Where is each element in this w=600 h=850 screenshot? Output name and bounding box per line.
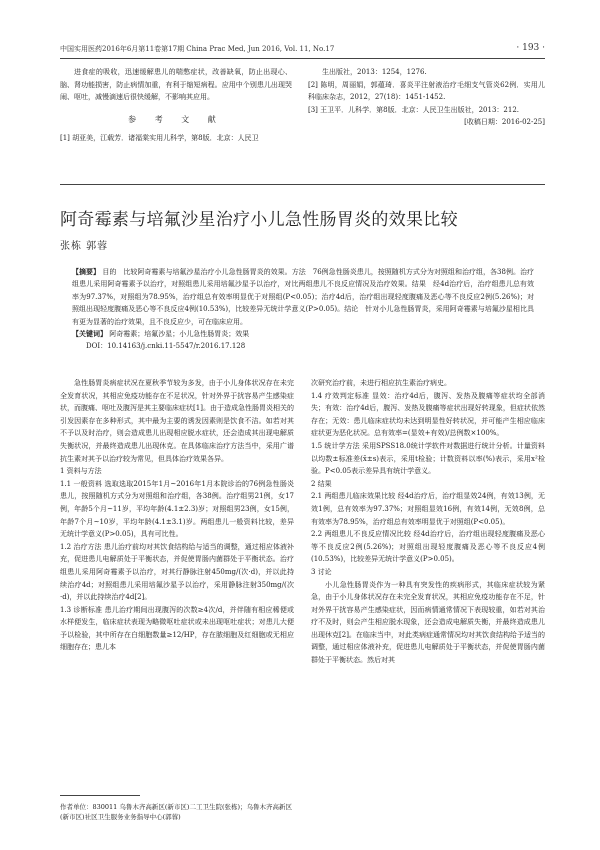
- body-paragraph: 1.2 治疗方法 患儿治疗前均对其饮食结构给与适当的调整，通过相应体液补充，促进患儿电解质处于平衡状态，并促使胃肠内菌群处于平衡状态。治疗组患儿采用阿奇霉素予以治疗，对其行静脉注射450mg/(次·d)，并以此持续治疗4d；对照组患儿采用培氟沙星予以治疗，采用静脉注射350mg/(次·d)，并以此持续治疗4d[2]。: [60, 542, 294, 602]
- body-paragraph: 1.1 一般资料 选取选取2015年1月~2016年1月本院诊治的76例急性肠炎患儿，按照随机方式分为对照组和治疗组，各38例。治疗组男21例，女17例，年龄5个月~11岁，平均年龄(4.1±2.3)岁；对照组男23例，女15例，年龄7个月~10岁，平均年龄(4.1±3.1)岁。两组患儿一般资料比较，差异无统计学意义(P>0.05)，具有可比性。: [60, 479, 294, 539]
- prev-article-left-column: [60, 66, 292, 145]
- body-paragraph: 2.1 两组患儿临床效果比较 经4d治疗后，治疗组显效24例，有效13例，无效1例，总有效率为97.37%；对照组显效16例，有效14例，无效8例，总有效率为78.95%，治疗组总有效率明显优于对照组(P<0.05)。: [311, 492, 545, 526]
- prev-article-right-column: [308, 66, 545, 129]
- body-paragraph: 次研究治疗前，未进行相应抗生素治疗病史。: [311, 379, 451, 387]
- prev-article-paragraph: 进食症的吸收，迅速缓解患儿的喘憋症状，改善缺氧，防止出现心、脑、肾功能损害，防止病情加重，有利于缩短病程。应用中个别患儿出现哭闹、呕吐，减慢滴速后很快缓解，不影响其应用。: [60, 68, 292, 102]
- running-header: [60, 44, 545, 54]
- article-separator-rule: [60, 184, 545, 185]
- body-paragraph: 1.4 疗效判定标准 显效：治疗4d后，腹泻、发热及腹痛等症状均全部消失；有效：治疗4d后，腹泻、发热及腹痛等症状出现好转现象，但症状依然存在；无效：患儿临床症状均未达到明显性好转状况，并可能产生相应临床症状更为恶化状况。总有效率=(显效+有效)/总例数×100%。: [311, 391, 545, 438]
- body-paragraph: 2.2 两组患儿不良反应情况比较 经4d治疗后，治疗组出现轻度腹痛及恶心等不良反应2例(5.26%)；对照组出现轻度腹痛及恶心等不良反应4例(10.53%)，比较差异无统计学意义(P>0.05)。: [311, 530, 545, 564]
- reference-item: [1] 胡亚美，江载芳．诸福棠实用儿科学，第8版．北京：人民卫: [60, 134, 259, 143]
- header-journal-info: 中国实用医药2016年6月第11卷第17期 China Prac Med, Jun 2016, Vol. 11, No.17: [60, 45, 335, 53]
- doi: DOI：10.14163/j.cnki.11-5547/r.2016.17.128: [86, 342, 246, 351]
- article-title: 阿奇霉素与培氟沙星治疗小儿急性肠胃炎的效果比较: [60, 210, 458, 230]
- reference-item: [3] 王卫平．儿科学．第8版．北京：人民卫生出版社，2013：212.: [308, 105, 519, 114]
- header-rule: [60, 58, 545, 59]
- body-paragraph: 小儿急性肠胃炎作为一种具有突发性的疾病形式，其临床症状较为紧急，由于小儿身体状况存在未完全发育状况，其相应免疫功能存在不足，针对外界干扰容易产生感染症状，因而病情通常情况下表现较重，如若对其治疗不及时，则会产生相应脱水现象，还会造成电解质失衡，并最终造成患儿出现休克[2]。在临床当中，对此类病症通常情况均对其饮食结构给予适当的调整，通过相应体液补充，促进患儿电解质处于平衡状态，并促使胃肠内菌群处于平衡状态。然后对其: [311, 580, 545, 665]
- body-left-column: [60, 377, 294, 654]
- keywords-label: 【关键词】: [72, 329, 107, 339]
- references-heading: 参 考 文 献: [128, 114, 224, 124]
- abstract-text: 目的 比较阿奇霉素与培氟沙星治疗小儿急性肠胃炎的效果。方法 76例急性肠炎患儿，按照随机方式分为对照组和治疗组，各38例。治疗组患儿采用阿奇霉素予以治疗，对照组患儿采用培氟沙星予以治疗，对比两组患儿不良反应情况及治疗效果。结果 经4d治疗后，治疗组患儿总有效率为97.37%，对照组为78.95%，治疗组总有效率明显优于对照组(P<0.05)；治疗4d后，治疗组出现轻度腹痛及恶心等不良反应2例(5.26%)；对照组出现轻度腹痛及恶心等不良反应4例(10.53%)，比较差异无统计学意义(P>0.05)。结论 针对小儿急性肠胃炎，采用阿奇霉素与培氟沙星相比具有更为显著的治疗效果，且不良反应少，可在临床应用。: [72, 268, 534, 326]
- abstract-block: [72, 266, 534, 353]
- received-date: [收稿日期：2016-02-25]: [464, 118, 545, 127]
- footnote-rule: [60, 795, 140, 796]
- section-heading: 1 资料与方法: [60, 467, 102, 476]
- reference-item: [2] 陈明，周丽娟，郭蕴琦．喜炎平注射液治疗毛细支气管炎62例．实用儿科临床杂志，2012，27(18)：1451-1452.: [308, 80, 545, 102]
- body-paragraph: 1.5 统计学方法 采用SPSS18.0统计学软件对数据进行统计分析。计量资料以均数±标准差(x̄±s)表示，采用t检验；计数资料以率(%)表示，采用x²检验。P<0.05表示差异具有统计学意义。: [311, 441, 545, 476]
- author-affiliation-footnote: 作者单位：830011 乌鲁木齐高新区(新市区)二工卫生院(张栋)；乌鲁木齐高新区(新市区)社区卫生服务业务指导中心(郭蓉): [60, 803, 293, 821]
- keywords-text: 阿奇霉素；培氟沙星；小儿急性肠胃炎；效果: [109, 330, 250, 339]
- article-authors: 张栋 郭蓉: [60, 241, 109, 252]
- section-heading: 3 讨论: [311, 567, 332, 576]
- body-paragraph: 1.3 诊断标准 患儿治疗期间出现腹泻的次数≥4次/d，并伴随有相应稀便或水样便发生，临床症状表现为略微呕吐症状或未出现呕吐症状；对患儿大便予以检验，其中所存在白细胞数量≥12/HP，存在脓细胞及红细胞或无相应细胞存在；患儿本: [60, 605, 294, 652]
- body-right-column: [311, 377, 545, 667]
- section-heading: 2 结果: [311, 479, 332, 488]
- page-number: · 193 ·: [516, 43, 545, 53]
- body-paragraph: 急性肠胃炎病症状况在夏秋季节较为多发，由于小儿身体状况存在未完全发育状况，其相应免疫功能存在不足状况，针对外界于扰容易产生感染症状，而腹痛、呕吐及腹泻是其主要临床症状[1]。由于造成急性肠胃炎相关的引发因素存在多种形式，其中最为主要的诱发因素则是饮食不洁。如若对其不予以及时治疗，则会造成患儿出现相应脱水症状，还会造成其出现电解质失衡状况，并最终造成患儿出现休克。在具体临床治疗方法当中，采用广谱抗生素对其予以治疗较为常见，但具体治疗效果各异。: [60, 379, 294, 463]
- reference-item: 生出版社，2013：1254，1276.: [322, 68, 427, 76]
- abstract-label: 【摘要】: [72, 267, 101, 276]
